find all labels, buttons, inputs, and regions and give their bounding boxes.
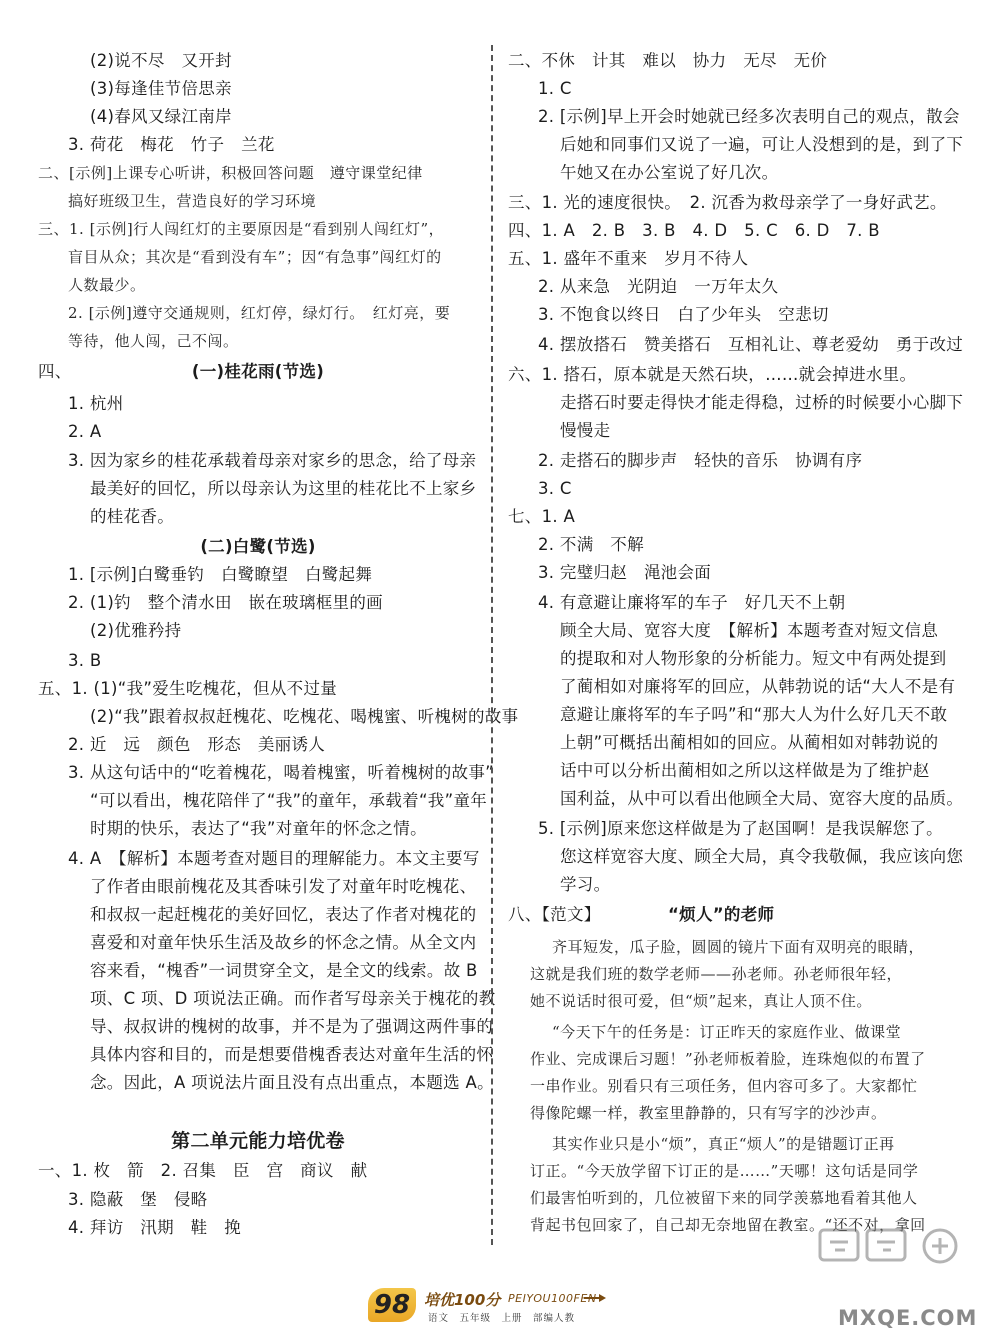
right-col-line: 六、1. 搭石，原本就是天然石块，……就会掉进水里。 <box>508 365 917 384</box>
left-col-line: (2)“我”跟着叔叔赶槐花、吃槐花、喝槐蜜、听槐树的故事 <box>90 707 519 726</box>
left-col-line: 了作者由眼前槐花及其香味引发了对童年时吃槐花、 <box>90 877 477 896</box>
right-col-line: 订正。“今天放学留下订正的是……”天哪！这句话是同学 <box>530 1162 919 1180</box>
watermark-text: MXQE.COM <box>838 1306 978 1330</box>
brand-english: PEIYOU100FEN <box>508 1292 597 1305</box>
left-col-line: 时期的快乐，表达了“我”对童年的怀念之情。 <box>90 819 427 838</box>
left-col-line: 1. [示例]白鹭垂钓 白鹭瞭望 白鹭起舞 <box>68 565 373 584</box>
left-col-line: 2. A <box>68 422 102 441</box>
left-col-line: 搞好班级卫生，营造良好的学习环境 <box>68 192 317 210</box>
left-col-line: (一)桂花雨(节选) <box>191 362 325 381</box>
right-col-line: “今天下午的任务是：订正昨天的家庭作业、做课堂 <box>552 1023 902 1041</box>
left-col-line: 最美好的回忆，所以母亲认为这里的桂花比不上家乡 <box>90 479 477 498</box>
right-col-line: 八、【范文】 <box>508 905 601 924</box>
arrow-icon <box>584 1297 602 1299</box>
right-col-line: 1. C <box>538 79 572 98</box>
left-col-line: 第二单元能力培优卷 <box>171 1130 345 1152</box>
left-col-line: 3. 从这句话中的“吃着槐花，喝着槐蜜，听着槐树的故事” <box>68 763 494 782</box>
right-col-line: 3. C <box>538 479 572 498</box>
left-col-line: 2. (1)钓 整个清水田 嵌在玻璃框里的画 <box>68 593 383 612</box>
essay-title: “烦人”的老师 <box>668 905 775 924</box>
right-col-line: 二、不休 计其 难以 协力 无尽 无价 <box>508 51 828 70</box>
right-col-line: 3. 不饱食以终日 白了少年头 空悲切 <box>538 305 829 324</box>
left-col-line: (2)优雅矜持 <box>90 621 182 640</box>
right-col-line: 4. 有意避让廉将军的车子 好几天不上朝 <box>538 593 846 612</box>
right-col-line: 们最害怕听到的，几位被留下来的同学羡慕地看着其他人 <box>530 1189 918 1207</box>
left-col-line: 3. 隐蔽 堡 侵略 <box>68 1190 208 1209</box>
left-col-line: 喜爱和对童年快乐生活及故乡的怀念之情。从全文内 <box>90 933 477 952</box>
right-col-line: 顾全大局、宽容大度 【解析】本题考查对短文信息 <box>560 621 939 640</box>
left-col-line: 3. 荷花 梅花 竹子 兰花 <box>68 135 275 154</box>
right-col-line: 慢慢走 <box>560 421 611 440</box>
left-col-line: 念。因此，A 项说法片面且没有点出重点，本题选 A。 <box>90 1073 494 1092</box>
left-col-line: 项、C 项、D 项说法正确。而作者写母亲关于槐花的教 <box>90 989 496 1008</box>
right-col-line: 得像陀螺一样，教室里静静的，只有写字的沙沙声。 <box>530 1104 887 1122</box>
right-col-line: 2. 走搭石的脚步声 轻快的音乐 协调有序 <box>538 451 863 470</box>
right-col-line: 意避让廉将军的车子吗”和“那大人为什么好几天不敢 <box>560 705 948 724</box>
right-col-line: 2. 从来急 光阴迫 一万年太久 <box>538 277 779 296</box>
page-number: 98 <box>368 1288 416 1322</box>
right-col-line: 作业、完成课后习题！”孙老师板着脸，连珠炮似的布置了 <box>530 1050 926 1068</box>
right-col-line: 后她和同事们又说了一遍，可让人没想到的是，到了下 <box>560 135 964 154</box>
left-col-line: (4)春风又绿江南岸 <box>90 107 232 126</box>
right-col-line: 一串作业。别看只有三项任务，但内容可多了。大家都忙 <box>530 1077 918 1095</box>
left-col-line: 一、1. 枚 箭 2. 召集 臣 宫 商议 献 <box>38 1161 368 1180</box>
right-col-line: 2. 不满 不解 <box>538 535 644 554</box>
right-col-line: 齐耳短发，瓜子脸，圆圆的镜片下面有双明亮的眼睛， <box>552 938 925 956</box>
book-subline: 语文 五年级 上册 部编人教 <box>428 1313 576 1324</box>
right-col-line: 背起书包回家了，自己却无奈地留在教室。“还不对，拿回 <box>530 1216 926 1234</box>
right-col-line: 的提取和对人物形象的分析能力。短文中有两处提到 <box>560 649 947 668</box>
left-col-line: 二、[示例]上课专心听讲，积极回答问题 遵守课堂纪律 <box>38 164 423 182</box>
left-col-line: 的桂花香。 <box>90 507 174 526</box>
left-col-line: (二)白鹭(节选) <box>200 537 316 556</box>
left-col-line: 三、1. [示例]行人闯红灯的主要原因是“看到别人闯红灯”， <box>38 220 445 238</box>
right-col-line: 走搭石时要走得快才能走得稳，过桥的时候要小心脚下 <box>560 393 964 412</box>
right-col-line: 这就是我们班的数学老师——孙老师。孙老师很年轻， <box>530 965 903 983</box>
left-col-line: 四、 <box>38 362 72 381</box>
right-col-line: 您这样宽容大度、顾全大局，真令我敬佩，我应该向您 <box>560 847 964 866</box>
left-col-line: 容来看，“槐香”一词贯穿全文，是全文的线索。故 B <box>90 961 478 980</box>
left-col-line: 盲目从众；其次是“看到没有车”；因“有急事”闯红灯的 <box>68 248 442 266</box>
left-col-line: 导、叔叔讲的槐树的故事，并不是为了强调这两件事的 <box>90 1017 494 1036</box>
right-col-line: 3. 完璧归赵 渑池会面 <box>538 563 712 582</box>
left-col-line: 人数最少。 <box>68 276 146 294</box>
left-col-line: (2)说不尽 又开封 <box>90 51 232 70</box>
right-col-line: 话中可以分析出蔺相如之所以这样做是为了维护赵 <box>560 761 930 780</box>
right-col-line: 学习。 <box>560 875 611 894</box>
left-col-line: 具体内容和目的，而是想要借槐香表达对童年生活的怀 <box>90 1045 494 1064</box>
right-col-line: 四、1. A 2. B 3. B 4. D 5. C 6. D 7. B <box>508 221 880 240</box>
left-col-line: 五、1. (1)“我”爱生吃槐花，但从不过量 <box>38 679 338 698</box>
right-col-line: 国利益，从中可以看出他顾全大局、宽容大度的品质。 <box>560 789 964 808</box>
right-col-line: 2. [示例]早上开会时她就已经多次表明自己的观点，散会 <box>538 107 960 126</box>
left-col-line: 4. 拜访 汛期 鞋 挽 <box>68 1218 242 1237</box>
left-col-line: (3)每逢佳节倍思亲 <box>90 79 232 98</box>
column-divider <box>491 45 493 1245</box>
left-col-line: 2. 近 远 颜色 形态 美丽诱人 <box>68 735 326 754</box>
right-col-line: 上朝”可概括出蔺相如的回应。从蔺相如对韩勃说的 <box>560 733 939 752</box>
right-col-line: 三、1. 光的速度很快。 2. 沉香为救母亲学了一身好武艺。 <box>508 193 947 212</box>
left-col-line: 和叔叔一起赶槐花的美好回忆，表达了作者对槐花的 <box>90 905 477 924</box>
right-col-line: 其实作业只是小“烦”，真正“烦人”的是错题订正再 <box>552 1135 895 1153</box>
left-col-line: 2. [示例]遵守交通规则，红灯停，绿灯行。 红灯亮，要 <box>68 304 451 322</box>
right-col-line: 5. [示例]原来您这样做是为了赵国啊！是我误解您了。 <box>538 819 943 838</box>
left-col-line: 1. 杭州 <box>68 394 124 413</box>
right-col-line: 午她又在办公室说了好几次。 <box>560 163 779 182</box>
right-col-line: 她不说话时很可爱，但“烦”起来，真让人顶不住。 <box>530 992 872 1010</box>
right-col-line: 了蔺相如对廉将军的回应，从韩勃说的话“大人不是有 <box>560 677 956 696</box>
brand-name: 培优100分 <box>424 1291 501 1309</box>
right-col-line: 五、1. 盛年不重来 岁月不待人 <box>508 249 749 268</box>
left-col-line: 3. B <box>68 651 102 670</box>
left-col-line: 4. A 【解析】本题考查对题目的理解能力。本文主要写 <box>68 849 480 868</box>
left-col-line: 3. 因为家乡的桂花承载着母亲对家乡的思念，给了母亲 <box>68 451 477 470</box>
right-col-line: 4. 摆放搭石 赞美搭石 互相礼让、尊老爱幼 勇于改过 <box>538 335 964 354</box>
right-col-line: 七、1. A <box>508 507 576 526</box>
left-col-line: “可以看出，槐花陪伴了“我”的童年，承载着“我”童年 <box>90 791 488 810</box>
left-col-line: 等待，他人闯，己不闯。 <box>68 332 239 350</box>
